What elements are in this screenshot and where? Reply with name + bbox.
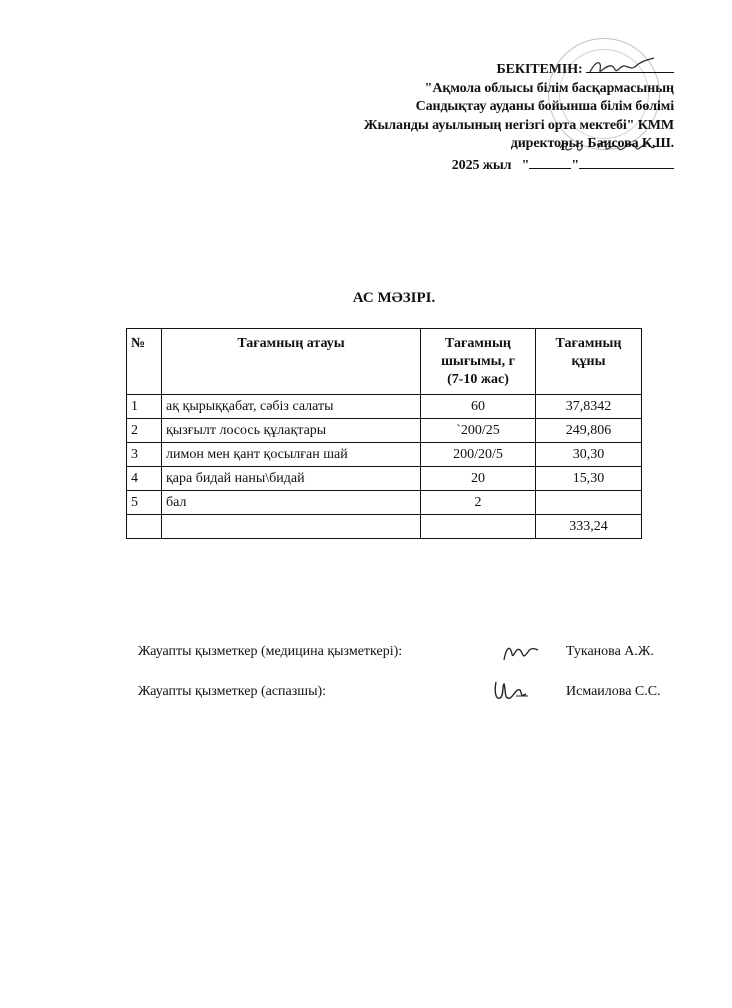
row-yield: 60 [421, 395, 536, 419]
row-name: қара бидай наны\бидай [162, 467, 421, 491]
header-no: № [127, 329, 162, 395]
table-header-row [127, 329, 642, 395]
total-price: 333,24 [536, 515, 642, 539]
row-name: қызғылт лосось құлақтары [162, 419, 421, 443]
row-price: 37,8342 [536, 395, 642, 419]
resp2-label: Жауапты қызметкер (аспазшы): [138, 684, 327, 699]
header-price [536, 329, 642, 395]
row-no: 2 [127, 419, 162, 443]
menu-table [126, 328, 642, 539]
open-quote: " [521, 157, 530, 173]
org-line-3: Жыланды ауылының негізгі орта мектебі" КММ [363, 117, 674, 133]
date-line [364, 154, 674, 176]
table-total-row [127, 515, 642, 539]
header-name: Тағамның атауы [162, 329, 421, 395]
row-yield: `200/25 [421, 419, 536, 443]
row-price: 30,30 [536, 443, 642, 467]
header-yield-line1: Тағамның [445, 336, 511, 351]
header-yield [421, 329, 536, 395]
row-no: 3 [127, 443, 162, 467]
row-price: 15,30 [536, 467, 642, 491]
resp1-label: Жауапты қызметкер (медицина қызметкері): [138, 644, 403, 659]
resp1-name: Туканова А.Ж. [566, 644, 654, 659]
approval-heading-line [364, 58, 674, 80]
resp1-signature [500, 640, 540, 664]
header-yield-line2: шығымы, г [441, 354, 515, 369]
row-yield: 200/20/5 [421, 443, 536, 467]
row-yield: 2 [421, 491, 536, 515]
day-blank [529, 154, 571, 169]
table-row [127, 467, 642, 491]
total-empty-yield [421, 515, 536, 539]
close-quote: " [571, 157, 579, 173]
director-line: директоры: Баисова К.Ш. [510, 136, 674, 151]
resp2-signature [490, 678, 530, 706]
row-no: 4 [127, 467, 162, 491]
header-yield-line3: (7-10 жас) [447, 372, 509, 387]
row-no: 1 [127, 395, 162, 419]
row-name: ақ қырыққабат, сәбіз салаты [162, 395, 421, 419]
resp2-name: Исмаилова С.С. [566, 684, 661, 699]
row-no: 5 [127, 491, 162, 515]
header-price-line2: құны [571, 354, 606, 369]
header-price-line1: Тағамның [555, 336, 622, 351]
table-row [127, 443, 642, 467]
row-price [536, 491, 642, 515]
row-name: лимон мен қант қосылған шай [162, 443, 421, 467]
table-row [127, 491, 642, 515]
row-yield: 20 [421, 467, 536, 491]
table-row [127, 395, 642, 419]
approval-block [364, 58, 674, 175]
row-name: бал [162, 491, 421, 515]
page-title: АС МӘЗІРІ. [352, 290, 436, 306]
row-price: 249,806 [536, 419, 642, 443]
approval-heading: БЕКІТЕМІН: [496, 62, 583, 77]
table-row [127, 419, 642, 443]
year-label: 2025 жыл [451, 157, 512, 173]
month-blank [579, 154, 674, 169]
total-empty-no [127, 515, 162, 539]
org-line-1: "Ақмола облысы білім басқармасының [424, 80, 674, 96]
total-empty-name [162, 515, 421, 539]
signature-line [586, 58, 674, 73]
org-line-2: Сандықтау ауданы бойынша білім бөлімі [415, 99, 674, 114]
